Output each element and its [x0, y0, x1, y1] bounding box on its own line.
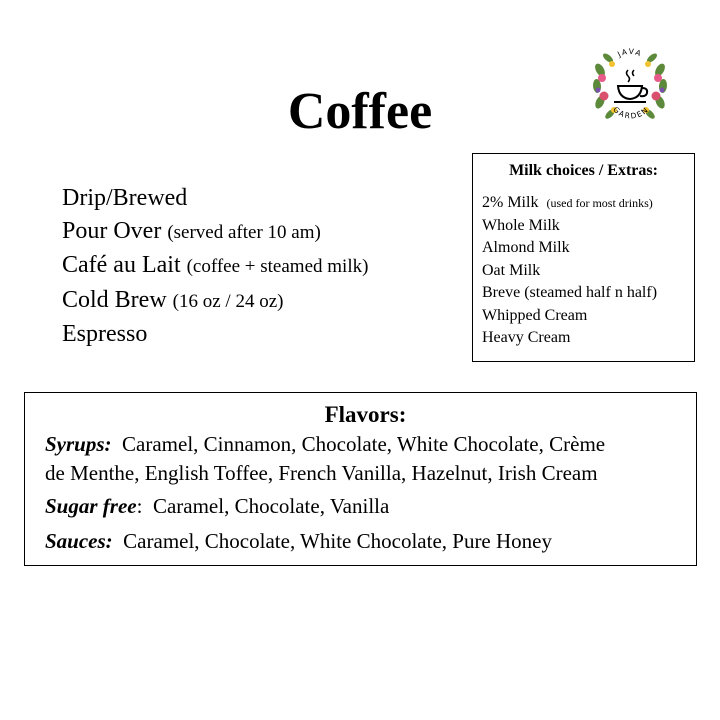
syrups-values-1: Caramel, Cinnamon, Chocolate, White Chocolate, Crème — [122, 432, 606, 456]
sauces-line — [45, 527, 686, 556]
milk-item: Oat Milk — [482, 261, 541, 279]
milk-item: Heavy Cream — [482, 329, 571, 346]
syrups-label: Syrups: — [45, 432, 112, 456]
drink-item-drip: Drip/Brewed — [62, 185, 188, 211]
java-garden-logo — [590, 40, 670, 132]
logo-top-text: JAVA — [616, 46, 644, 59]
drink-note: (coffee + steamed milk) — [186, 256, 369, 277]
drinks-list — [62, 182, 368, 351]
milk-item-note: (used for most drinks) — [546, 196, 653, 210]
drink-item-cafe-au-lait: Café au Lait (coffee + steamed milk) — [62, 252, 369, 278]
milk-item: Breve (steamed half n half) — [482, 284, 658, 301]
drink-item-espresso: Espresso — [62, 321, 148, 347]
sugar-free-label: Sugar free — [45, 494, 137, 518]
milk-item: Whipped Cream — [482, 306, 588, 324]
milk-item: 2% Milk (used for most drinks) — [482, 194, 653, 211]
logo-bottom-text: GARDEN — [611, 104, 651, 121]
svg-text:GARDEN — [611, 105, 650, 121]
sugar-free-line: Sugar free: Caramel, Chocolate, Vanilla — [45, 494, 390, 518]
sauces-label: Sauces: — [45, 529, 113, 553]
milk-choices-title: Milk choices / Extras: — [509, 162, 658, 179]
flavors-box — [24, 392, 697, 566]
milk-item: Almond Milk — [482, 239, 570, 256]
sugar-free-values: Caramel, Chocolate, Vanilla — [152, 494, 390, 518]
drink-item-pour-over: Pour Over (served after 10 am) — [62, 217, 321, 244]
syrups-line — [45, 430, 686, 459]
milk-item: Whole Milk — [482, 216, 560, 234]
page-title: Coffee — [287, 83, 433, 140]
sauces-values: Caramel, Chocolate, White Chocolate, Pure Honey — [123, 529, 552, 553]
drink-item-cold-brew: Cold Brew (16 oz / 24 oz) — [62, 286, 284, 313]
flavors-title: Flavors: — [324, 402, 407, 427]
svg-text:JAVA — [615, 47, 643, 59]
drink-note: (16 oz / 24 oz) — [172, 290, 284, 312]
drink-note: (served after 10 am) — [167, 221, 321, 243]
milk-choices-box — [472, 153, 695, 362]
coffee-cup-icon — [590, 40, 670, 132]
syrups-line-2: de Menthe, English Toffee, French Vanilla, Hazelnut, Irish Cream — [45, 461, 598, 485]
